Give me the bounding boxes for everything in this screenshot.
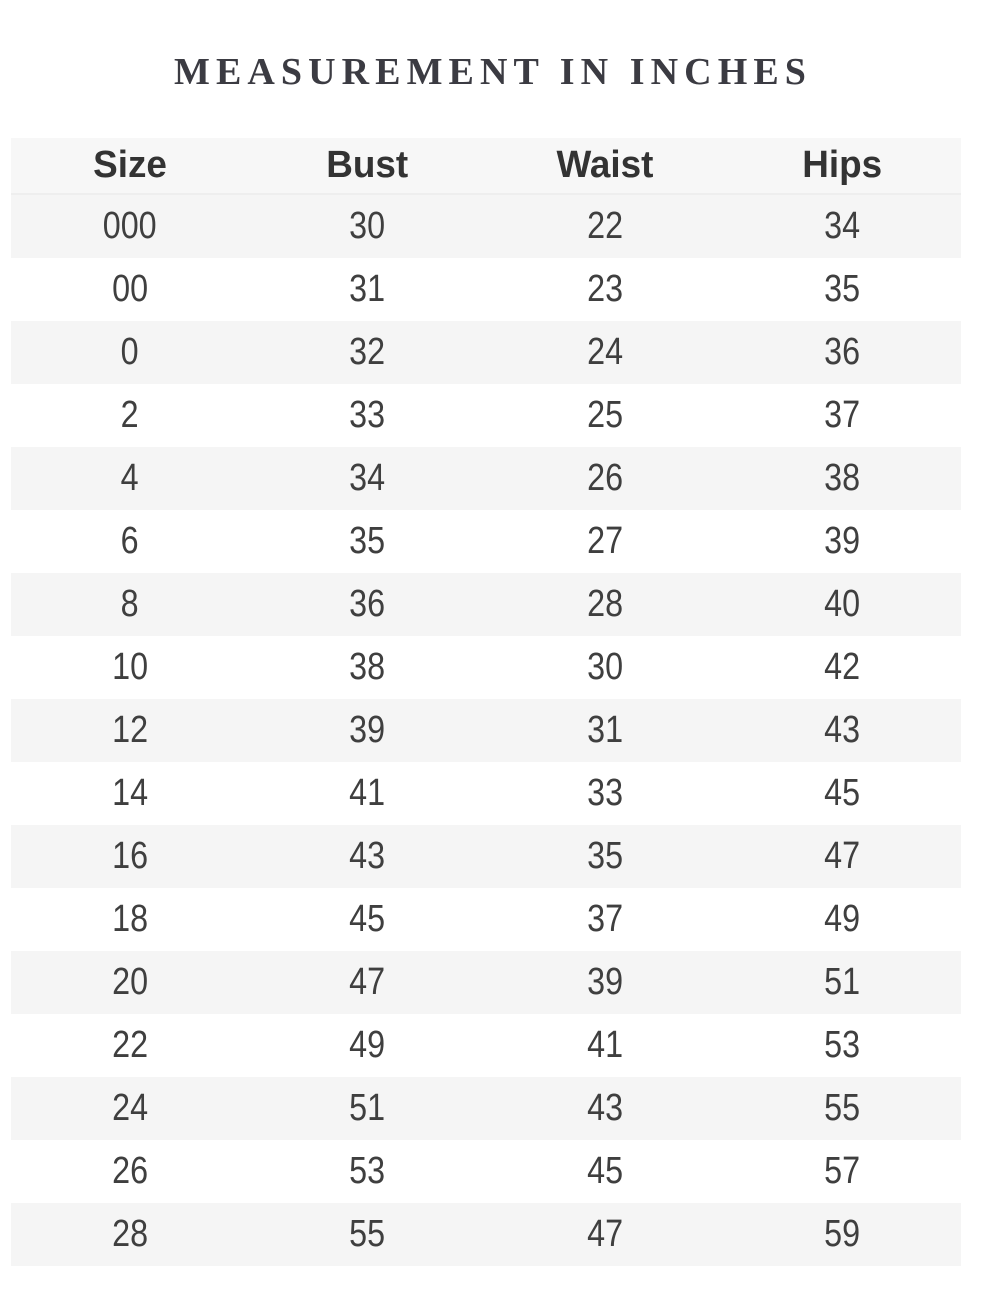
column-header-label: Size (92, 144, 167, 186)
cell-size (11, 1213, 249, 1256)
cell-size (11, 835, 249, 878)
column-header-waist (486, 144, 724, 187)
cell-value: 37 (586, 898, 623, 940)
cell-bust (249, 583, 487, 626)
cell-waist (486, 709, 724, 752)
column-header-label: Hips (802, 144, 883, 186)
cell-value: 39 (824, 520, 861, 562)
cell-bust (249, 709, 487, 752)
cell-hips (724, 583, 962, 626)
cell-value: 000 (102, 205, 157, 247)
cell-value: 43 (824, 709, 861, 751)
cell-size (11, 583, 249, 626)
cell-value: 37 (824, 394, 861, 436)
table-row (11, 1203, 961, 1266)
cell-value: 26 (111, 1150, 148, 1192)
cell-value: 8 (120, 583, 139, 625)
cell-waist (486, 205, 724, 248)
cell-bust (249, 898, 487, 941)
cell-value: 39 (349, 709, 386, 751)
table-row (11, 510, 961, 573)
cell-value: 31 (349, 268, 386, 310)
cell-value: 55 (824, 1087, 861, 1129)
cell-value: 16 (111, 835, 148, 877)
cell-waist (486, 1087, 724, 1130)
cell-value: 12 (111, 709, 148, 751)
cell-bust (249, 268, 487, 311)
cell-bust (249, 1213, 487, 1256)
cell-value: 49 (824, 898, 861, 940)
cell-value: 25 (586, 394, 623, 436)
cell-bust (249, 1024, 487, 1067)
cell-hips (724, 646, 962, 689)
cell-value: 28 (586, 583, 623, 625)
cell-hips (724, 205, 962, 248)
cell-bust (249, 772, 487, 815)
cell-waist (486, 394, 724, 437)
cell-value: 23 (586, 268, 623, 310)
cell-value: 26 (586, 457, 623, 499)
cell-value: 20 (111, 961, 148, 1003)
cell-value: 4 (120, 457, 139, 499)
table-header-row (11, 138, 961, 195)
cell-size (11, 1150, 249, 1193)
table-row (11, 951, 961, 1014)
column-header-hips (724, 144, 962, 187)
cell-value: 27 (586, 520, 623, 562)
cell-size (11, 457, 249, 500)
cell-value: 18 (111, 898, 148, 940)
cell-waist (486, 457, 724, 500)
cell-value: 43 (349, 835, 386, 877)
cell-value: 00 (111, 268, 148, 310)
cell-size (11, 331, 249, 374)
cell-value: 51 (349, 1087, 386, 1129)
cell-bust (249, 331, 487, 374)
cell-hips (724, 457, 962, 500)
cell-value: 41 (586, 1024, 623, 1066)
cell-value: 24 (586, 331, 623, 373)
cell-value: 40 (824, 583, 861, 625)
cell-waist (486, 520, 724, 563)
cell-value: 6 (120, 520, 139, 562)
cell-hips (724, 961, 962, 1004)
cell-value: 0 (120, 331, 139, 373)
column-header-size (11, 144, 249, 187)
cell-size (11, 646, 249, 689)
column-header-label: Waist (556, 144, 654, 186)
cell-hips (724, 1024, 962, 1067)
cell-value: 59 (824, 1213, 861, 1255)
cell-waist (486, 961, 724, 1004)
cell-hips (724, 268, 962, 311)
cell-size (11, 1087, 249, 1130)
table-row (11, 573, 961, 636)
cell-bust (249, 1087, 487, 1130)
cell-size (11, 961, 249, 1004)
cell-waist (486, 646, 724, 689)
cell-value: 34 (349, 457, 386, 499)
column-header-label: Bust (326, 144, 409, 186)
cell-value: 53 (349, 1150, 386, 1192)
cell-value: 33 (349, 394, 386, 436)
cell-waist (486, 898, 724, 941)
table-row (11, 447, 961, 510)
cell-size (11, 1024, 249, 1067)
cell-value: 38 (824, 457, 861, 499)
cell-bust (249, 646, 487, 689)
table-row (11, 636, 961, 699)
cell-value: 45 (586, 1150, 623, 1192)
cell-value: 35 (349, 520, 386, 562)
cell-hips (724, 709, 962, 752)
cell-size (11, 709, 249, 752)
cell-value: 47 (349, 961, 386, 1003)
cell-value: 35 (586, 835, 623, 877)
cell-value: 45 (824, 772, 861, 814)
cell-bust (249, 961, 487, 1004)
cell-hips (724, 394, 962, 437)
cell-hips (724, 520, 962, 563)
table-row (11, 762, 961, 825)
cell-waist (486, 772, 724, 815)
table-row (11, 888, 961, 951)
cell-size (11, 394, 249, 437)
cell-hips (724, 898, 962, 941)
table-row (11, 1077, 961, 1140)
cell-value: 43 (586, 1087, 623, 1129)
cell-waist (486, 835, 724, 878)
cell-waist (486, 1213, 724, 1256)
cell-value: 22 (586, 205, 623, 247)
cell-hips (724, 1087, 962, 1130)
cell-value: 30 (349, 205, 386, 247)
cell-value: 22 (111, 1024, 148, 1066)
cell-waist (486, 1024, 724, 1067)
cell-bust (249, 1150, 487, 1193)
cell-value: 51 (824, 961, 861, 1003)
cell-value: 32 (349, 331, 386, 373)
cell-value: 47 (824, 835, 861, 877)
cell-value: 2 (120, 394, 139, 436)
cell-size (11, 205, 249, 248)
cell-bust (249, 205, 487, 248)
cell-value: 24 (111, 1087, 148, 1129)
cell-waist (486, 583, 724, 626)
table-row (11, 1140, 961, 1203)
table-row (11, 825, 961, 888)
cell-value: 36 (349, 583, 386, 625)
cell-value: 53 (824, 1024, 861, 1066)
cell-size (11, 268, 249, 311)
cell-value: 39 (586, 961, 623, 1003)
cell-value: 57 (824, 1150, 861, 1192)
cell-value: 55 (349, 1213, 386, 1255)
table-row (11, 195, 961, 258)
cell-value: 30 (586, 646, 623, 688)
table-row (11, 699, 961, 762)
cell-size (11, 772, 249, 815)
cell-value: 35 (824, 268, 861, 310)
cell-hips (724, 1150, 962, 1193)
cell-value: 41 (349, 772, 386, 814)
cell-value: 42 (824, 646, 861, 688)
cell-bust (249, 835, 487, 878)
column-header-bust (249, 144, 487, 187)
cell-value: 34 (824, 205, 861, 247)
cell-bust (249, 394, 487, 437)
cell-value: 45 (349, 898, 386, 940)
cell-size (11, 898, 249, 941)
table-row (11, 321, 961, 384)
size-chart-table (11, 138, 961, 1266)
cell-hips (724, 772, 962, 815)
cell-value: 31 (586, 709, 623, 751)
table-row (11, 258, 961, 321)
table-row (11, 1014, 961, 1077)
cell-value: 28 (111, 1213, 148, 1255)
cell-hips (724, 331, 962, 374)
cell-value: 36 (824, 331, 861, 373)
cell-value: 38 (349, 646, 386, 688)
cell-hips (724, 835, 962, 878)
cell-value: 10 (111, 646, 148, 688)
cell-size (11, 520, 249, 563)
cell-value: 47 (586, 1213, 623, 1255)
cell-value: 49 (349, 1024, 386, 1066)
cell-bust (249, 520, 487, 563)
table-body (11, 195, 961, 1266)
cell-waist (486, 268, 724, 311)
cell-hips (724, 1213, 962, 1256)
table-row (11, 384, 961, 447)
cell-value: 33 (586, 772, 623, 814)
cell-bust (249, 457, 487, 500)
cell-waist (486, 331, 724, 374)
cell-waist (486, 1150, 724, 1193)
cell-value: 14 (111, 772, 148, 814)
page-title: MEASUREMENT IN INCHES (174, 51, 812, 93)
